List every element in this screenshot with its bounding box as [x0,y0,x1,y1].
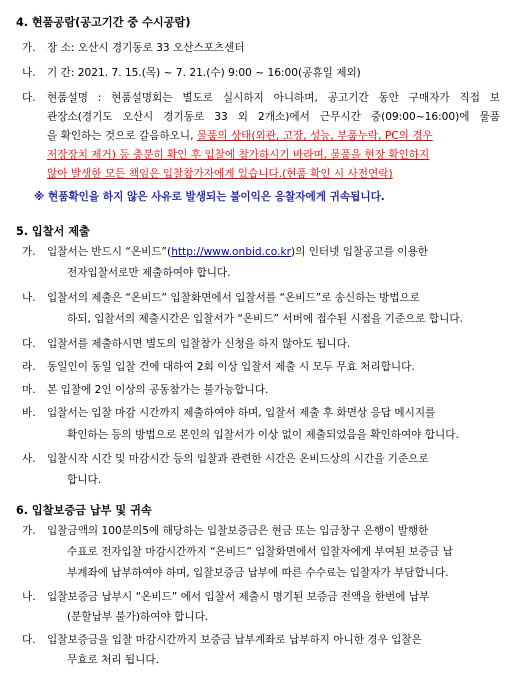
s4-da-line-1: 현품설명 : 현품설명회는 별도로 실시하지 아니하며, 공고기간 동안 구매자가 직접 보 [47,92,500,104]
item-marker: 나. [22,591,36,603]
s4-warning: ※ 현품확인을 하지 않은 사유로 발생되는 불이익은 응찰자에게 귀속됩니다. [34,191,385,203]
s4-da-line-3-red: 물품의 상태(외관, 고장, 성능, 부품누락, PC의 경우 [196,130,433,142]
s4-da-line-2: 관장소(경기도 오산시 경기동로 33 외 2개소)에서 근무시간 중(09:00~16:00)에 물품 [47,111,500,123]
s4-da-line-4-red: 저장장치 제거) 등 충분히 확인 후 입찰에 참가하시기 바라며, 물품을 현장 확인하지 [47,149,430,161]
s5-ra-text: 동일인이 동일 입찰 건에 대하여 2회 이상 입찰서 제출 시 모두 무효 처리합니다. [47,361,415,373]
section-4-title: 4. 현품공람(공고기간 중 수시공람) [16,16,191,29]
s4-place-text: 장 소: 오산시 경기동로 33 오산스포츠센터 [47,42,245,54]
s5-ga-line-1-post: )의 인터넷 입찰공고를 이용한 [290,246,429,258]
s6-ga-line-3: 부계좌에 납부하여야 하며, 입찰보증금 납부에 따른 수수료는 입찰자가 부담합니다. [67,567,449,579]
s5-ga-line-1 [47,244,428,259]
s5-sa-line-1: 입찰시작 시간 및 마감시간 등의 입찰과 관련한 시간은 온비드상의 시간을 기준으로 [47,453,429,465]
item-marker: 다. [22,634,36,646]
s5-ga-line-1-pre: 입찰서는 반드시 “온비드”( [47,246,172,258]
s6-da-line-1: 입찰보증금을 입찰 마감시간까지 보증금 납부계좌로 납부하지 아니한 경우 입찰은 [47,634,422,646]
item-marker: 가. [22,42,36,54]
item-marker: 바. [22,407,36,419]
s6-ga-line-2: 수표로 전자입찰 마감시간까지 “온비드” 입찰화면에서 입찰자에게 부여된 보증금 납 [67,546,453,558]
s5-na-line-2: 하되, 입찰서의 제출시간은 입찰서가 “온비드” 서버에 접수된 시점을 기준으로 합니다. [67,313,463,325]
section-5-title: 5. 입찰서 제출 [16,225,90,238]
s5-da-text: 입찰서를 제출하시면 별도의 입찰참가 신청을 하지 않아도 됩니다. [47,338,351,350]
s6-ga-line-1: 입찰금액의 100분의5에 해당하는 입찰보증금은 현금 또는 입금창구 은행이 발행한 [47,525,429,537]
item-marker: 다. [22,338,36,350]
s4-period-text: 기 간: 2021. 7. 15.(목) ~ 7. 21.(수) 9:00 ~ 16:00(공휴일 제외) [47,67,361,79]
item-marker: 다. [22,92,36,104]
onbid-link[interactable]: http://www.onbid.co.kr [171,246,291,258]
item-marker: 가. [22,246,36,258]
s4-da-line-3 [47,128,433,143]
s5-ma-text: 본 입찰에 2인 이상의 공동참가는 불가능합니다. [47,384,269,396]
item-marker: 마. [22,384,36,396]
s5-sa-line-2: 합니다. [67,474,102,486]
s4-da-line-3-text: 을 확인하는 것으로 갈음하오니, [47,130,197,142]
item-marker: 나. [22,67,36,79]
s5-ba-line-2: 확인하는 등의 방법으로 본인의 입찰서가 이상 없이 제출되었음을 확인하여야 합니다. [67,429,459,441]
item-marker: 가. [22,525,36,537]
item-marker: 라. [22,361,36,373]
s5-ba-line-1: 입찰서는 입찰 마감 시간까지 제출하여야 하며, 입찰서 제출 후 화면상 응답 메시지를 [47,407,436,419]
s6-na-line-1: 입찰보증금 납부시 “온비드” 에서 입찰서 제출시 명기된 보증금 전액을 한번에 납부 [47,591,430,603]
s6-da-line-2: 무효로 처리 됩니다. [67,654,159,666]
item-marker: 사. [22,453,36,465]
s5-ga-line-2: 전자입찰서로만 제출하여야 합니다. [67,267,231,279]
s6-na-line-2: (분할납부 불가)하여야 합니다. [67,611,209,623]
s4-da-line-5-red: 않아 발생한 모든 책임은 입찰참가자에게 있습니다.(현품 확인 시 사전연락) [47,168,393,180]
section-6-title: 6. 입찰보증금 납부 및 귀속 [16,504,152,517]
s5-na-line-1: 입찰서의 제출은 “온비드” 입찰화면에서 입찰서를 “온비드”로 송신하는 방법으로 [47,292,420,304]
item-marker: 나. [22,292,36,304]
